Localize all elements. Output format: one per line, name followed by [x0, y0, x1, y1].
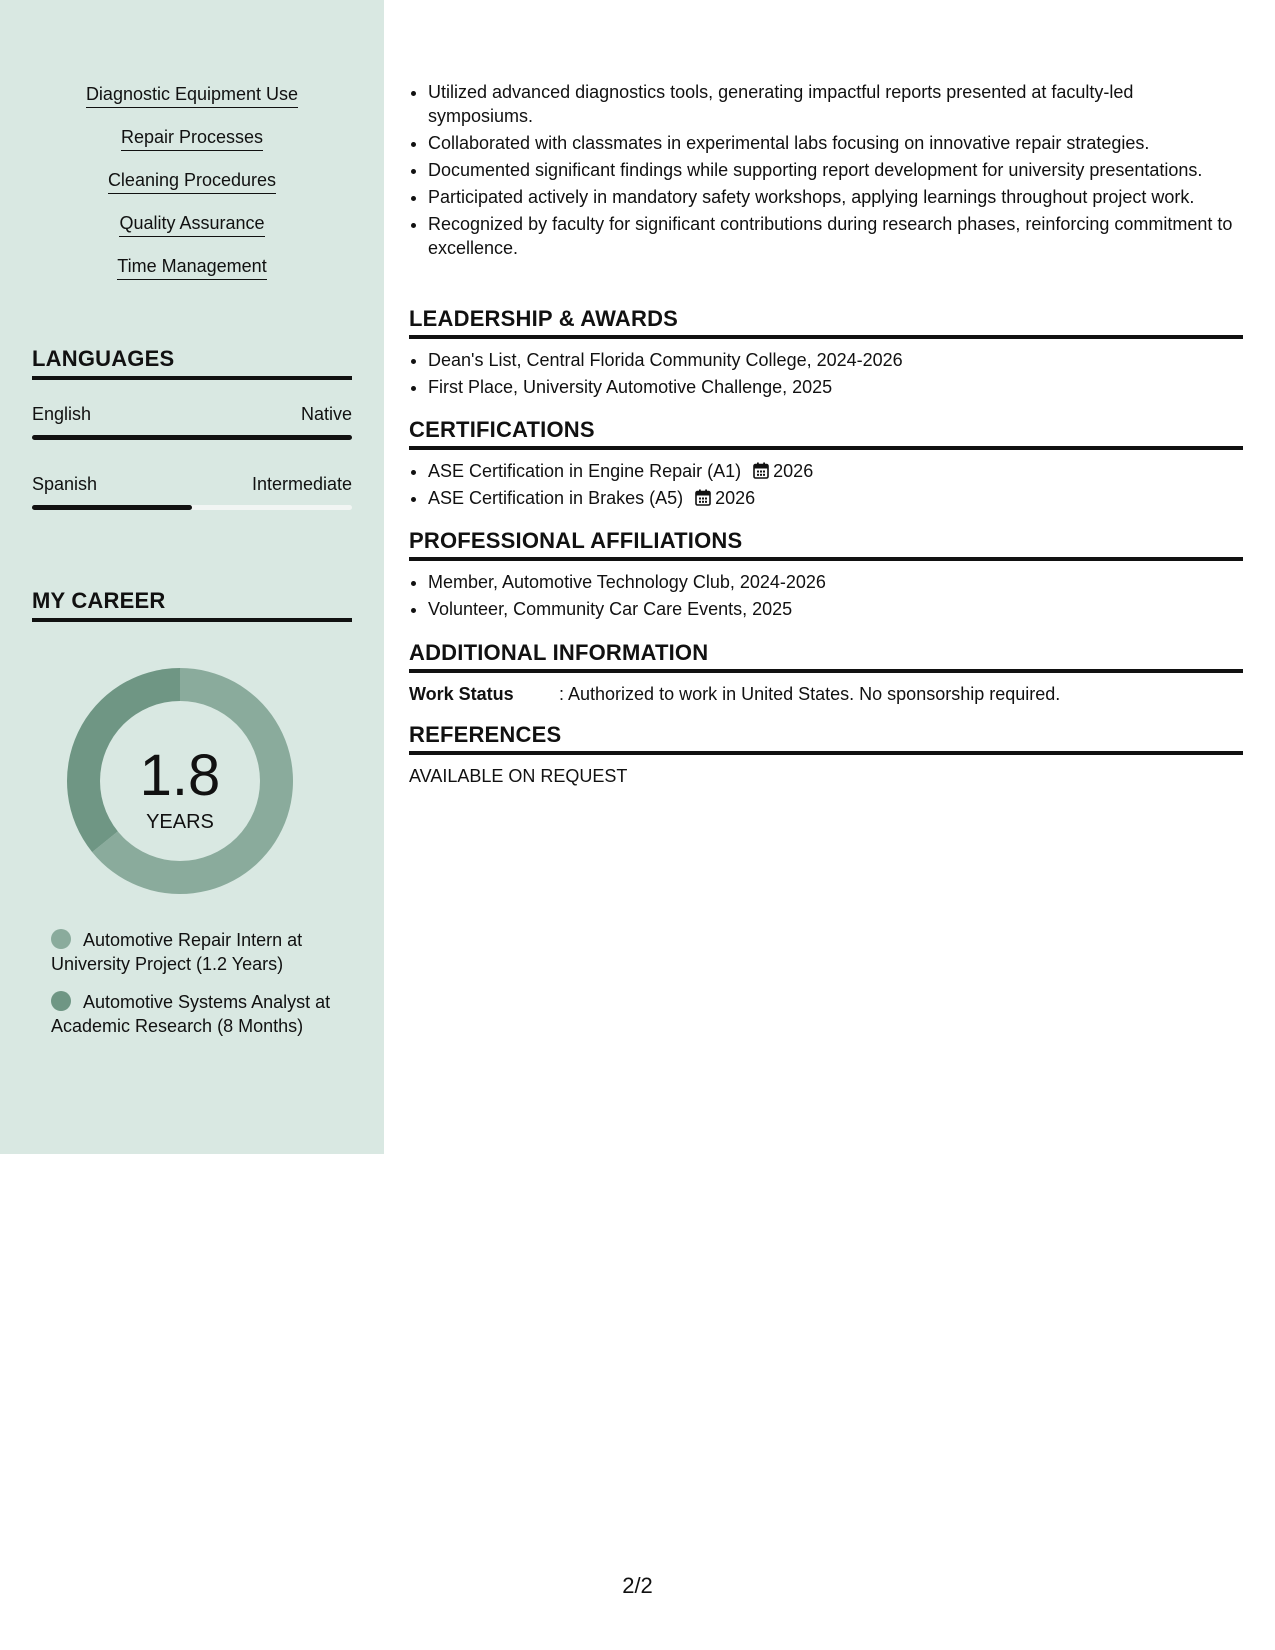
- experience-section: [409, 80, 1243, 263]
- bullet-item: • Documented significant findings while supporting report development for university presentations.: [428, 158, 1243, 182]
- page-number: 2/2: [622, 1573, 653, 1598]
- career-legend-item-2: [51, 990, 336, 1038]
- references-text: AVAILABLE ON REQUEST: [409, 766, 628, 786]
- additional-info-heading: ADDITIONAL INFORMATION: [409, 640, 1243, 673]
- language-level: Native: [300, 404, 352, 424]
- affiliations-heading: PROFESSIONAL AFFILIATIONS: [409, 528, 1243, 561]
- career-heading: MY CAREER: [32, 588, 352, 622]
- language-name: English: [32, 404, 92, 424]
- career-donut-chart: [62, 663, 298, 899]
- certifications-section: [409, 417, 1243, 513]
- skill-item: Cleaning Procedures: [108, 170, 276, 194]
- legend-dot-icon: [51, 991, 71, 1011]
- leadership-heading: LEADERSHIP & AWARDS: [409, 306, 1243, 339]
- certification-year: 2026: [773, 461, 814, 481]
- bullet-item: • Collaborated with classmates in experimental labs focusing on innovative repair strategies.: [428, 131, 1243, 155]
- skill-item: Diagnostic Equipment Use: [86, 84, 298, 108]
- language-level: Intermediate: [251, 474, 352, 494]
- bullet-item: • First Place, University Automotive Challenge, 2025: [428, 375, 1243, 399]
- leadership-section: [409, 306, 1243, 402]
- certifications-heading: CERTIFICATIONS: [409, 417, 1243, 450]
- certification-year: 2026: [715, 488, 756, 508]
- references-section: [409, 722, 1243, 787]
- legend-label: Automotive Systems Analyst at Academic Research (8 Months): [51, 992, 331, 1036]
- bullet-item: • Recognized by faculty for significant contributions during research phases, reinforcing commitment to excellence.: [428, 212, 1243, 260]
- bullet-item: • Member, Automotive Technology Club, 2024-2026: [428, 570, 1243, 594]
- calendar-icon: [753, 462, 769, 479]
- career-total-value: 1.8: [139, 743, 221, 808]
- language-bar-fill: [32, 435, 352, 440]
- work-status-value: : Authorized to work in United States. No sponsorship required.: [559, 684, 1061, 704]
- affiliations-section: [409, 528, 1243, 624]
- references-heading: REFERENCES: [409, 722, 1243, 755]
- language-name: Spanish: [32, 474, 98, 494]
- skill-item: Repair Processes: [121, 127, 263, 151]
- bullet-item: • Utilized advanced diagnostics tools, generating impactful reports presented at faculty-led symposiums.: [428, 80, 1243, 128]
- career-total-unit: YEARS: [146, 811, 214, 833]
- languages-heading: LANGUAGES: [32, 346, 352, 380]
- experience-bullets: [409, 80, 1243, 260]
- legend-dot-icon: [51, 929, 71, 949]
- certifications-list: [409, 459, 1243, 510]
- affiliations-list: [409, 570, 1243, 621]
- skill-item: Time Management: [117, 256, 266, 280]
- leadership-list: [409, 348, 1243, 399]
- language-row-spanish: [32, 474, 352, 495]
- work-status-label: Work Status: [409, 684, 514, 704]
- language-row-english: [32, 404, 352, 425]
- bullet-item: • Dean's List, Central Florida Community College, 2024-2026: [428, 348, 1243, 372]
- language-bar-fill: [32, 505, 192, 510]
- work-status-row: [409, 682, 1243, 706]
- additional-info-section: [409, 640, 1243, 706]
- certification-item: [428, 486, 1243, 510]
- certification-name: ASE Certification in Brakes (A5): [428, 488, 684, 508]
- language-bar-english: [32, 435, 352, 440]
- skill-item: Quality Assurance: [119, 213, 264, 237]
- language-bar-spanish: [32, 505, 352, 510]
- career-legend-item-1: [51, 928, 336, 976]
- certification-name: ASE Certification in Engine Repair (A1): [428, 461, 742, 481]
- legend-label: Automotive Repair Intern at University Project (1.2 Years): [51, 930, 303, 974]
- calendar-icon: [695, 489, 711, 506]
- bullet-item: • Participated actively in mandatory safety workshops, applying learnings throughout project work.: [428, 185, 1243, 209]
- certification-item: [428, 459, 1243, 483]
- skills-list: [0, 84, 384, 299]
- sidebar: [0, 0, 384, 1154]
- bullet-item: • Volunteer, Community Car Care Events, 2025: [428, 597, 1243, 621]
